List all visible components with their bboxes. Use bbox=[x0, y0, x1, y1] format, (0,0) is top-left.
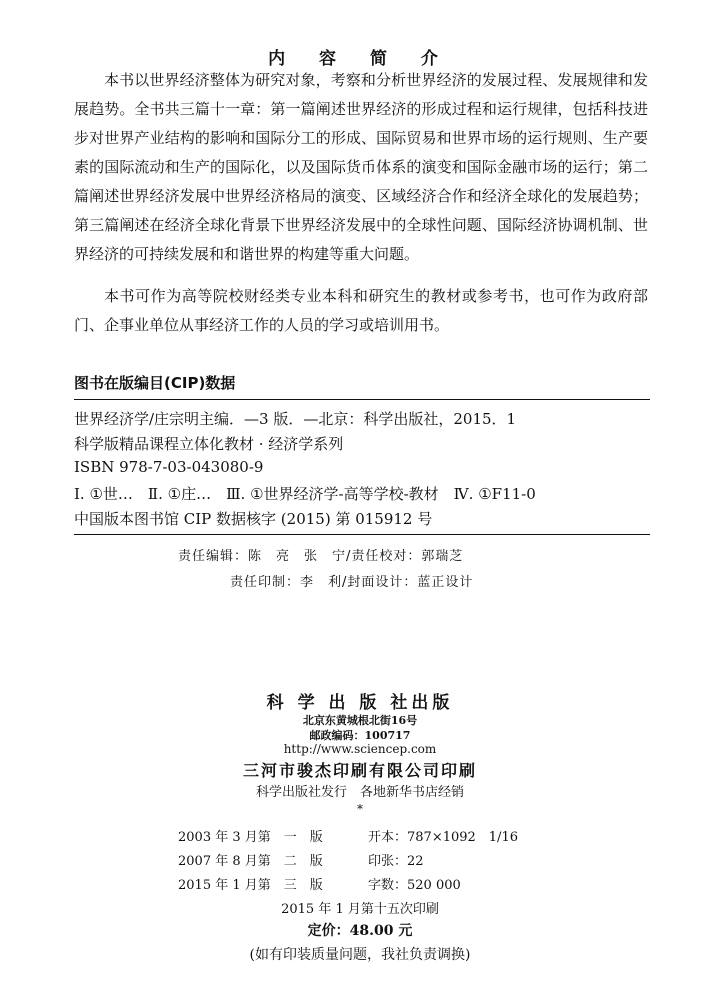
publisher-postcode: 邮政编码：100717 bbox=[309, 729, 411, 742]
cip-line-subjects: Ⅰ. ①世… Ⅱ. ①庄… Ⅲ. ①世界经济学-高等学校-教材 Ⅳ. ①F11-0 bbox=[74, 485, 536, 503]
edition-info: 印张：22 bbox=[368, 854, 424, 869]
edition-row-1 bbox=[178, 826, 578, 845]
price: 定价：48.00 元 bbox=[307, 923, 413, 939]
edition-label: 2003 年 3 月第 一 版 bbox=[178, 830, 323, 845]
edition-info: 开本：787×1092 1/16 bbox=[368, 830, 518, 845]
edition-row-2 bbox=[178, 850, 578, 869]
cip-line-isbn: ISBN 978-7-03-043080-9 bbox=[74, 458, 264, 476]
intro-text-1: 本书以世界经济整体为研究对象，考察和分析世界经济的发展过程、发展规律和发展趋势。全书共三篇十一章：第一篇阐述世界经济的形成过程和运行规律，包括科技进步对世界产业结构的影响和国际分工的形成、国际贸易和世界市场的运行规则、生产要素的国际流动和生产的国际化，以及国际货币体系的演变和国际金融市场的运行；第二篇阐述世界经济发展中世界经济格局的演变、区域经济合作和经济全球化的发展趋势；第三篇阐述在经济全球化背景下世界经济发展中的全球性问题、国际经济协调机制、世界经济的可持续发展和和谐世界的构建等重大问题。 bbox=[74, 71, 648, 263]
printing-count: 2015 年 1 月第十五次印刷 bbox=[281, 902, 439, 917]
credits-editors: 责任编辑：陈 亮 张 宁/责任校对：郭瑞芝 bbox=[178, 549, 464, 564]
publisher-address: 北京东黄城根北街16号 bbox=[302, 714, 418, 727]
quality-notice: (如有印装质量问题，我社负责调换) bbox=[249, 947, 471, 963]
edition-info: 字数：520 000 bbox=[368, 878, 461, 893]
edition-row-3 bbox=[178, 874, 578, 893]
cip-line-number: 中国版本图书馆 CIP 数据核字 (2015) 第 015912 号 bbox=[74, 510, 433, 528]
publisher-name: 科 学 出 版 社出版 bbox=[266, 693, 454, 713]
edition-label: 2007 年 8 月第 二 版 bbox=[178, 854, 323, 869]
credits-printing-design: 责任印制：李 利/封面设计：蓝正设计 bbox=[230, 575, 474, 590]
cip-bottom-rule bbox=[74, 534, 650, 535]
page-title: 内 容 简 介 bbox=[268, 49, 452, 69]
separator-star: * bbox=[357, 802, 363, 816]
edition-label: 2015 年 1 月第 三 版 bbox=[178, 878, 323, 893]
intro-text-2: 本书可作为高等院校财经类专业本科和研究生的教材或参考书，也可作为政府部门、企事业单位从事经济工作的人员的学习或培训用书。 bbox=[74, 287, 648, 334]
printer-name: 三河市骏杰印刷有限公司印刷 bbox=[242, 761, 477, 780]
publisher-url: http://www.sciencep.com bbox=[283, 742, 437, 756]
intro-paragraph-1 bbox=[74, 66, 648, 269]
cip-line-title: 世界经济学/庄宗明主编．—3 版．—北京：科学出版社，2015．1 bbox=[74, 410, 517, 428]
intro-paragraph-2 bbox=[74, 282, 648, 340]
cip-heading: 图书在版编目(CIP)数据 bbox=[74, 374, 236, 392]
cip-top-rule bbox=[74, 399, 650, 400]
distribution-info: 科学出版社发行 各地新华书店经销 bbox=[255, 785, 464, 800]
cip-line-series: 科学版精品课程立体化教材 · 经济学系列 bbox=[74, 435, 344, 453]
